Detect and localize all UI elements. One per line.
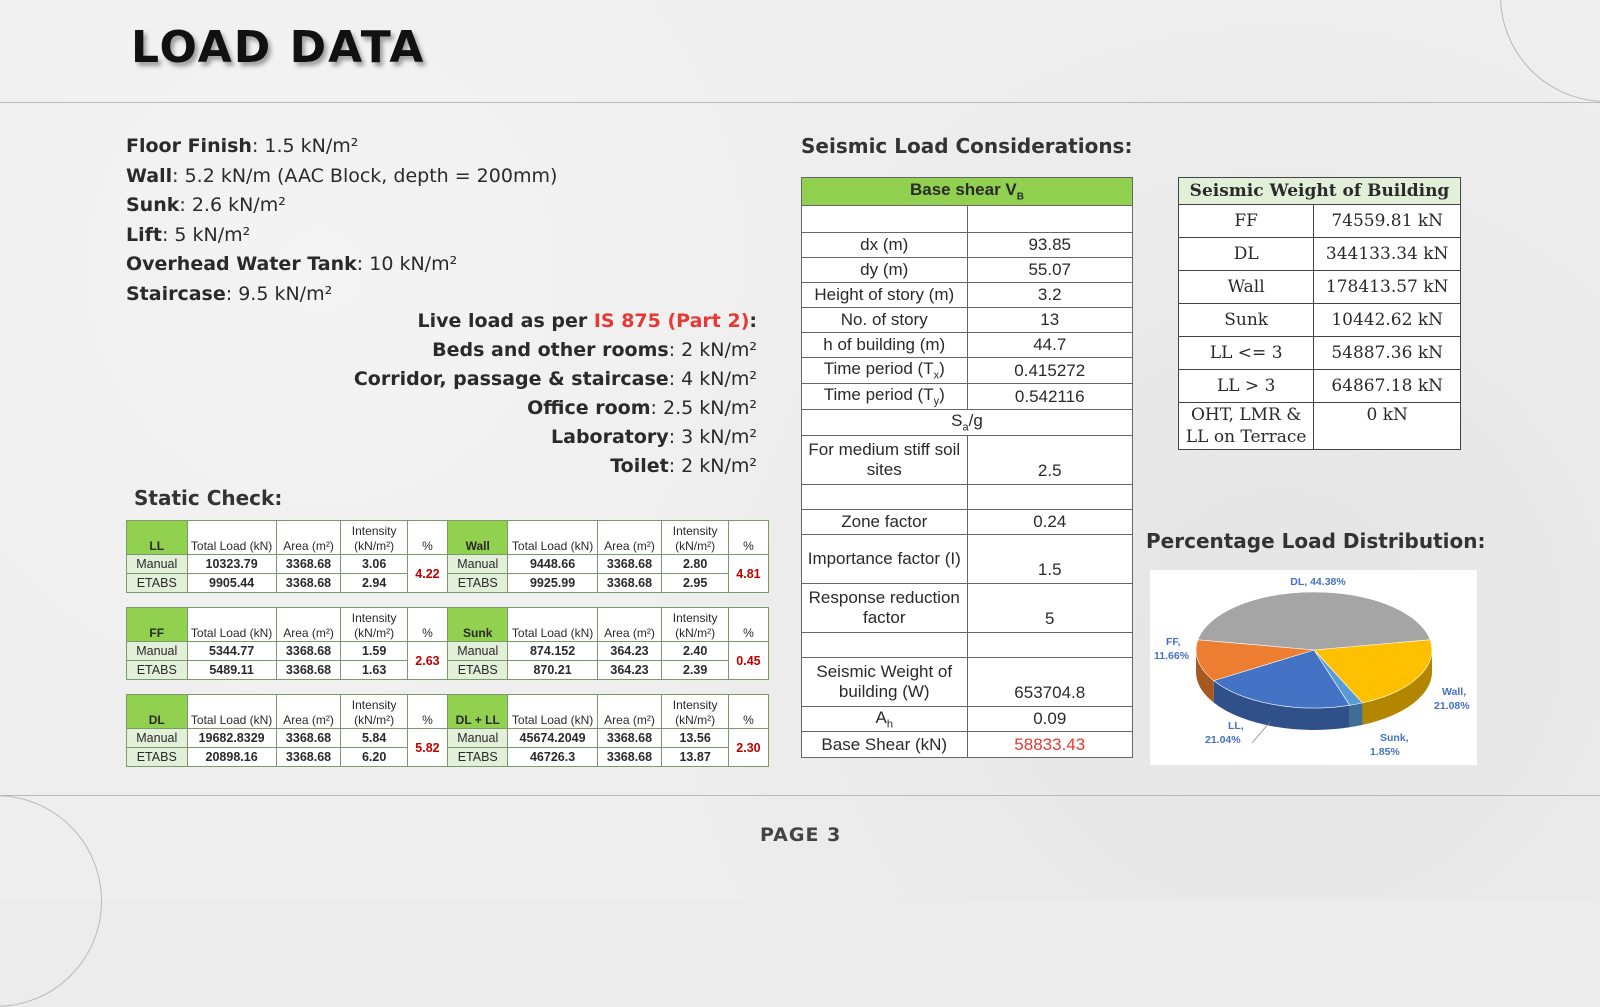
- table-row: ETABS 5489.11 3368.68 1.63 ETABS 870.21 364.23 2.39: [127, 661, 769, 680]
- pie-label-wall-value: 21.08%: [1434, 700, 1470, 712]
- pie-slice-side-sunk: [1350, 703, 1363, 727]
- table-row: Time period $(T_x)$ 0.415272: [802, 358, 1133, 384]
- pie-label-sunk-value: 1.85%: [1370, 746, 1400, 758]
- bottom-divider: [0, 795, 1600, 796]
- table-row: OHT, LMR & LL on Terrace 0 kN: [1179, 403, 1461, 450]
- percent-diff: 4.22: [407, 555, 447, 593]
- table-row: LL > 3 64867.18 kN: [1179, 370, 1461, 403]
- static-check-grid: LL Total Load (kN) Area (m²) Intensity (kN/m²) % Wall Total Load (kN) Area (m²) Intensity (kN/m²) % Manual 10323.79 3368.68 3.06 4.22 Manual 9448.66 3368.68 2.80 4.81 ETABS 9905.44 3368.68 2.94 ETABS 9925.99 3368.68 2.95: [126, 520, 769, 593]
- static-check-heading: Static Check:: [134, 486, 283, 510]
- table-row: h of building (m) 44.7: [802, 333, 1133, 358]
- table-row: $S_a/g$: [802, 410, 1133, 436]
- pie-label-ff-value: 11.66%: [1154, 650, 1190, 662]
- pie-label-dl: DL, 44.38%: [1290, 576, 1346, 588]
- table-name-cell: DL + LL: [447, 695, 508, 729]
- percent-diff: 5.82: [407, 729, 447, 767]
- table-row: Importance factor (I) 1.5: [802, 535, 1133, 584]
- static-check-table-1: [126, 520, 769, 593]
- table-row: Manual 5344.77 3368.68 1.59 2.63 Manual 874.152 364.23 2.40 0.45: [127, 642, 769, 661]
- pie-slice-dl: [1198, 592, 1430, 650]
- table-name-cell: Wall: [447, 521, 508, 555]
- static-check-grid: DL Total Load (kN) Area (m²) Intensity (kN/m²) % DL + LL Total Load (kN) Area (m²) Intensity (kN/m²) % Manual 19682.8329 3368.68 5.84 5.82 Manual 45674.2049 3368.68 13.56 2.30 ETABS 20898.16 3368.68 6.20 ETABS 46726.3 3368.68 13.87: [126, 694, 769, 767]
- seismic-heading: Seismic Load Considerations:: [801, 134, 1133, 158]
- list-item: Wall: 5.2 kN/m (AAC Block, depth = 200mm): [126, 164, 558, 187]
- percent-diff: 2.30: [728, 729, 768, 767]
- list-item: Sunk: 2.6 kN/m²: [126, 194, 286, 216]
- table-row: Wall 178413.57 kN: [1179, 271, 1461, 304]
- table-name-cell: DL: [127, 695, 188, 729]
- list-item: Overhead Water Tank: 10 kN/m²: [126, 253, 458, 275]
- table-row: $A_h$ 0.09: [802, 707, 1133, 732]
- live-load-list: [354, 307, 757, 481]
- base-shear-table: [801, 177, 1133, 758]
- list-item: Office room: 2.5 kN/m²: [527, 397, 757, 419]
- distribution-heading: Percentage Load Distribution:: [1146, 529, 1486, 553]
- table-row: Time period $(T_y)$ 0.542116: [802, 384, 1133, 410]
- table-row: Base Shear (kN) 58833.43: [802, 732, 1133, 758]
- table-row: ETABS 20898.16 3368.68 6.20 ETABS 46726.3 3368.68 13.87: [127, 748, 769, 767]
- table-row: LL <= 3 54887.36 kN: [1179, 337, 1461, 370]
- list-item: Floor Finish: 1.5 kN/m²: [126, 135, 359, 157]
- list-item: Corridor, passage & staircase: 4 kN/m²: [353, 368, 757, 390]
- table-row: Height of story (m) 3.2: [802, 283, 1133, 308]
- percent-diff: 4.81: [728, 555, 768, 593]
- percent-diff: 2.63: [407, 642, 447, 680]
- pie-label-sunk: Sunk,: [1380, 732, 1409, 744]
- table-row: For medium stiff soil sites 2.5: [802, 436, 1133, 485]
- table-row: Manual 19682.8329 3368.68 5.84 5.82 Manual 45674.2049 3368.68 13.56 2.30: [127, 729, 769, 748]
- table-row: dy (m) 55.07: [802, 258, 1133, 283]
- table-row: DL 344133.34 kN: [1179, 238, 1461, 271]
- seismic-weight-table: [1178, 177, 1461, 450]
- table-name-cell: LL: [127, 521, 188, 555]
- static-check-table-2: [126, 607, 769, 680]
- list-item: Toilet: 2 kN/m²: [610, 455, 757, 477]
- table-row: Response reduction factor 5: [802, 584, 1133, 633]
- dead-load-list: [126, 132, 557, 309]
- table-row: ETABS 9905.44 3368.68 2.94 ETABS 9925.99 3368.68 2.95: [127, 574, 769, 593]
- pie-label-ll: LL,: [1228, 720, 1244, 732]
- top-divider: [0, 102, 1600, 103]
- static-check-table-3: [126, 694, 769, 767]
- pie-chart-panel: [1150, 570, 1477, 765]
- table-row: Sunk 10442.62 kN: [1179, 304, 1461, 337]
- pie-label-ll-value: 21.04%: [1205, 734, 1241, 746]
- list-item: Beds and other rooms: 2 kN/m²: [432, 339, 757, 361]
- table-row: No. of story 13: [802, 308, 1133, 333]
- seismic-weight-title: Seismic Weight of Building: [1179, 178, 1461, 205]
- table-name-cell: Sunk: [447, 608, 508, 642]
- list-item: Lift: 5 kN/m²: [126, 223, 251, 246]
- list-item: Staircase: 9.5 kN/m²: [126, 282, 333, 305]
- table-name-cell: FF: [127, 608, 188, 642]
- table-row: Zone factor 0.24: [802, 510, 1133, 535]
- pie-label-wall: Wall,: [1442, 686, 1467, 698]
- table-row: Manual 10323.79 3368.68 3.06 4.22 Manual 9448.66 3368.68 2.80 4.81: [127, 555, 769, 574]
- table-row: Seismic Weight of building (W) 653704.8: [802, 658, 1133, 707]
- page-number: PAGE 3: [760, 824, 842, 846]
- table-row: FF 74559.81 kN: [1179, 205, 1461, 238]
- list-item: Laboratory: 3 kN/m²: [551, 426, 757, 448]
- pie-chart: [1150, 570, 1477, 765]
- percent-diff: 0.45: [728, 642, 768, 680]
- pie-leader-line: [1252, 722, 1270, 743]
- base-shear-title: Base shear $V_B$: [802, 178, 1133, 206]
- table-row: dx (m) 93.85: [802, 233, 1133, 258]
- static-check-grid: FF Total Load (kN) Area (m²) Intensity (kN/m²) % Sunk Total Load (kN) Area (m²) Intensity (kN/m²) % Manual 5344.77 3368.68 1.59 2.63 Manual 874.152 364.23 2.40 0.45 ETABS 5489.11 3368.68 1.63 ETABS 870.21 364.23 2.39: [126, 607, 769, 680]
- live-load-heading: Live load as per IS 875 (Part 2):: [417, 310, 757, 332]
- pie-label-ff: FF,: [1166, 636, 1181, 648]
- page-title: LOAD DATA: [131, 22, 426, 73]
